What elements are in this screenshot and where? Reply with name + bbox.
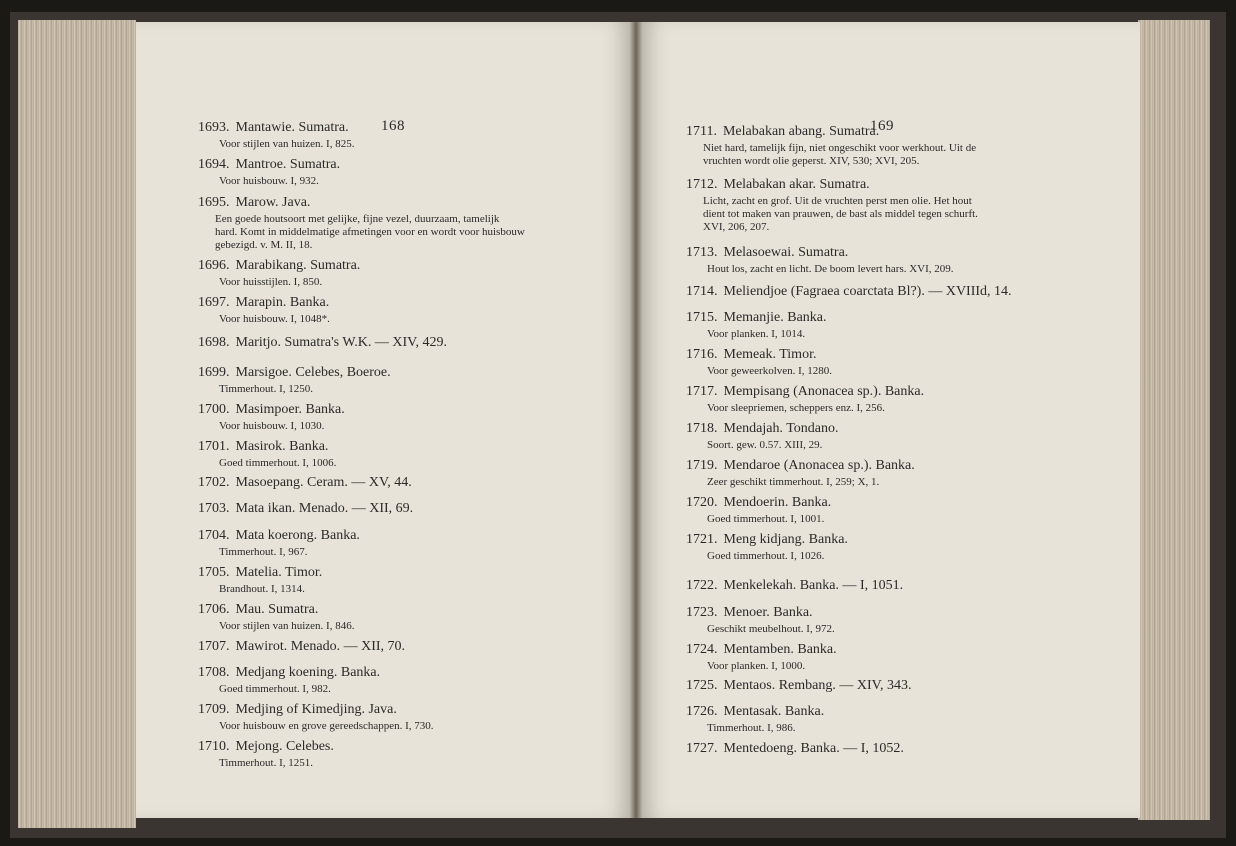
entry-number: 1709. — [198, 702, 230, 717]
page-number: 169 — [870, 118, 894, 134]
description-line: Goed timmerhout. I, 982. — [219, 683, 331, 695]
entry-number: 1703. — [198, 501, 230, 516]
description-line: Licht, zacht en grof. Uit de vruchten perst men olie. Het hout — [703, 195, 972, 207]
entry-heading — [198, 664, 380, 681]
entry-heading — [198, 527, 360, 544]
entry-heading — [198, 701, 434, 718]
entry-description — [219, 175, 340, 188]
entry-number: 1713. — [686, 245, 718, 260]
dictionary-entry — [686, 677, 911, 694]
entry-heading — [686, 383, 924, 400]
entry-heading — [198, 294, 330, 311]
entry-description — [219, 420, 345, 433]
page-edges-right — [1138, 20, 1210, 820]
entry-title: Marsigoe. Celebes, Boeroe. — [235, 365, 391, 380]
description-line: Timmerhout. I, 1250. — [219, 383, 314, 395]
description-line: Voor geweerkolven. I, 1280. — [707, 365, 833, 377]
entry-heading — [198, 438, 336, 455]
dictionary-entry — [686, 420, 839, 452]
dictionary-entry — [198, 294, 330, 326]
entry-title: Mentaos. Rembang. — XIV, 343. — [723, 678, 912, 693]
entry-title: Meliendjoe (Fagraea coarctata Bl?). — XVIIId, 14. — [723, 284, 1012, 299]
description-line: Voor planken. I, 1000. — [707, 660, 806, 672]
entry-description — [219, 313, 330, 326]
entry-title: Mantawie. Sumatra. — [235, 120, 349, 135]
entry-description — [219, 276, 360, 289]
entry-heading — [686, 677, 911, 694]
entry-heading — [198, 638, 405, 655]
entry-title: Medjing of Kimedjing. Java. — [235, 702, 397, 717]
dictionary-entry — [198, 401, 345, 433]
left-page — [136, 22, 632, 818]
dictionary-entry — [686, 123, 976, 168]
entry-description — [219, 583, 322, 596]
entry-number: 1714. — [686, 284, 718, 299]
entry-heading — [198, 474, 412, 491]
entry-title: Matelia. Timor. — [235, 565, 323, 580]
entry-description — [707, 660, 837, 673]
entry-heading — [198, 364, 391, 381]
entry-description — [707, 263, 954, 276]
entry-heading — [686, 457, 915, 474]
dictionary-entry — [686, 244, 954, 276]
dictionary-entry — [198, 664, 380, 696]
entry-number: 1724. — [686, 642, 718, 657]
entry-number: 1710. — [198, 739, 230, 754]
entry-description — [707, 402, 924, 415]
entry-number: 1711. — [686, 124, 717, 139]
entry-description — [219, 720, 434, 733]
entry-heading — [198, 119, 354, 136]
description-line: Voor sleepriemen, scheppers enz. I, 256. — [707, 402, 885, 414]
entry-heading — [686, 641, 837, 658]
dictionary-entry — [686, 740, 904, 757]
entry-description — [707, 550, 848, 563]
dictionary-entry — [198, 474, 412, 491]
dictionary-entry — [198, 194, 525, 252]
entry-heading — [198, 334, 447, 351]
dictionary-entry — [198, 156, 340, 188]
entry-title: Maritjo. Sumatra's W.K. — XIV, 429. — [235, 335, 447, 350]
description-line: Voor huisstijlen. I, 850. — [219, 276, 323, 288]
entry-title: Mawirot. Menado. — XII, 70. — [235, 639, 406, 654]
entry-description — [219, 757, 334, 770]
description-line: Timmerhout. I, 986. — [707, 722, 796, 734]
entry-heading — [686, 494, 831, 511]
entry-title: Mau. Sumatra. — [235, 602, 319, 617]
entry-description — [707, 365, 832, 378]
entry-number: 1726. — [686, 704, 718, 719]
entry-description — [219, 683, 380, 696]
entry-heading — [686, 740, 904, 757]
dictionary-entry — [198, 701, 434, 733]
description-line: Voor stijlen van huizen. I, 825. — [219, 138, 355, 150]
entry-title: Mendoerin. Banka. — [723, 495, 832, 510]
description-line: gebezigd. v. M. II, 18. — [215, 239, 313, 251]
dictionary-entry — [686, 383, 924, 415]
description-line: hard. Komt in middelmatige afmetingen voor en wordt voor huisbouw — [215, 226, 525, 238]
entry-number: 1712. — [686, 177, 718, 192]
dictionary-entry — [686, 703, 824, 735]
entry-number: 1696. — [198, 258, 230, 273]
dictionary-entry — [686, 176, 978, 234]
entry-title: Melabakan akar. Sumatra. — [723, 177, 870, 192]
entry-number: 1699. — [198, 365, 230, 380]
entry-description — [219, 383, 391, 396]
entry-number: 1723. — [686, 605, 718, 620]
entry-number: 1720. — [686, 495, 718, 510]
entry-heading — [686, 176, 978, 193]
description-line: Goed timmerhout. I, 1001. — [707, 513, 825, 525]
dictionary-entry — [686, 577, 903, 594]
entry-title: Mendaroe (Anonacea sp.). Banka. — [723, 458, 915, 473]
entry-heading — [686, 309, 827, 326]
entry-title: Mantroe. Sumatra. — [235, 157, 341, 172]
entry-title: Meng kidjang. Banka. — [723, 532, 848, 547]
entry-title: Menoer. Banka. — [723, 605, 813, 620]
entry-number: 1695. — [198, 195, 230, 210]
entry-number: 1719. — [686, 458, 718, 473]
dictionary-entry — [198, 601, 354, 633]
entry-title: Mata ikan. Menado. — XII, 69. — [235, 501, 414, 516]
entry-title: Marapin. Banka. — [235, 295, 330, 310]
entry-heading — [198, 738, 334, 755]
entry-number: 1708. — [198, 665, 230, 680]
entry-description — [215, 213, 525, 252]
dictionary-entry — [686, 457, 915, 489]
entry-description — [707, 513, 831, 526]
entry-number: 1700. — [198, 402, 230, 417]
entry-number: 1706. — [198, 602, 230, 617]
description-line: Voor huisbouw. I, 1030. — [219, 420, 325, 432]
entry-number: 1717. — [686, 384, 718, 399]
description-line: Voor stijlen van huizen. I, 846. — [219, 620, 355, 632]
description-line: Voor huisbouw en grove gereedschappen. I, 730. — [219, 720, 434, 732]
page-edges-left — [18, 20, 136, 828]
entry-heading — [686, 604, 835, 621]
entry-heading — [198, 156, 340, 173]
dictionary-entry — [686, 531, 848, 563]
entry-description — [707, 476, 915, 489]
entry-title: Mentedoeng. Banka. — I, 1052. — [723, 741, 904, 756]
entry-number: 1702. — [198, 475, 230, 490]
description-line: Brandhout. I, 1314. — [219, 583, 305, 595]
description-line: Timmerhout. I, 967. — [219, 546, 308, 558]
entry-description — [707, 328, 827, 341]
entry-heading — [198, 500, 413, 517]
dictionary-entry — [686, 641, 837, 673]
entry-title: Marabikang. Sumatra. — [235, 258, 361, 273]
entry-heading — [686, 531, 848, 548]
entry-number: 1704. — [198, 528, 230, 543]
dictionary-entry — [686, 346, 832, 378]
entry-description — [219, 620, 354, 633]
entry-number: 1693. — [198, 120, 230, 135]
description-line: Goed timmerhout. I, 1006. — [219, 457, 337, 469]
entry-number: 1727. — [686, 741, 718, 756]
entry-heading — [686, 283, 1012, 300]
entry-number: 1694. — [198, 157, 230, 172]
entry-heading — [686, 420, 839, 437]
entry-title: Mentasak. Banka. — [723, 704, 825, 719]
entry-title: Melasoewai. Sumatra. — [723, 245, 849, 260]
dictionary-entry — [198, 527, 360, 559]
entry-title: Memanjie. Banka. — [723, 310, 827, 325]
description-line: Voor huisbouw. I, 932. — [219, 175, 319, 187]
entry-heading — [686, 703, 824, 720]
entry-title: Mempisang (Anonacea sp.). Banka. — [723, 384, 925, 399]
entry-description — [219, 138, 354, 151]
entry-title: Mentamben. Banka. — [723, 642, 837, 657]
entry-number: 1718. — [686, 421, 718, 436]
dictionary-entry — [198, 119, 354, 151]
entry-title: Melabakan abang. Sumatra. — [722, 124, 880, 139]
description-line: Soort. gew. 0.57. XIII, 29. — [707, 439, 823, 451]
entry-heading — [686, 123, 976, 140]
dictionary-entry — [198, 334, 447, 351]
description-line: Voor planken. I, 1014. — [707, 328, 806, 340]
entry-number: 1716. — [686, 347, 718, 362]
entry-number: 1725. — [686, 678, 718, 693]
description-line: Voor huisbouw. I, 1048*. — [219, 313, 330, 325]
entry-number: 1697. — [198, 295, 230, 310]
dictionary-entry — [198, 738, 334, 770]
entry-heading — [198, 601, 354, 618]
entry-heading — [198, 257, 360, 274]
dictionary-entry — [198, 257, 360, 289]
dictionary-entry — [686, 604, 835, 636]
entry-description — [703, 195, 978, 234]
dictionary-entry — [198, 564, 322, 596]
entry-heading — [686, 577, 903, 594]
entry-heading — [198, 564, 322, 581]
description-line: Goed timmerhout. I, 1026. — [707, 550, 825, 562]
dictionary-entry — [198, 364, 391, 396]
entry-title: Mendajah. Tondano. — [723, 421, 839, 436]
entry-title: Masimpoer. Banka. — [235, 402, 345, 417]
entry-description — [707, 623, 835, 636]
entry-description — [219, 457, 336, 470]
entry-title: Medjang koening. Banka. — [235, 665, 381, 680]
entry-heading — [686, 346, 832, 363]
entry-number: 1721. — [686, 532, 718, 547]
entry-title: Memeak. Timor. — [723, 347, 817, 362]
book-gutter — [630, 22, 642, 818]
entry-heading — [198, 401, 345, 418]
description-line: Timmerhout. I, 1251. — [219, 757, 314, 769]
description-line: Geschikt meubelhout. I, 972. — [707, 623, 835, 635]
description-line: XVI, 206, 207. — [703, 221, 770, 233]
page-number: 168 — [381, 118, 405, 134]
description-line: Niet hard, tamelijk fijn, niet ongeschikt voor werkhout. Uit de — [703, 142, 977, 154]
entry-title: Masoepang. Ceram. — XV, 44. — [235, 475, 412, 490]
entry-number: 1705. — [198, 565, 230, 580]
dictionary-entry — [198, 500, 413, 517]
entry-title: Marow. Java. — [235, 195, 311, 210]
dictionary-entry — [686, 309, 827, 341]
entry-title: Mejong. Celebes. — [235, 739, 334, 754]
description-line: Zeer geschikt timmerhout. I, 259; X, 1. — [707, 476, 880, 488]
right-page — [640, 22, 1140, 818]
entry-description — [707, 439, 839, 452]
entry-number: 1701. — [198, 439, 230, 454]
description-line: Hout los, zacht en licht. De boom levert hars. XVI, 209. — [707, 263, 954, 275]
entry-number: 1698. — [198, 335, 230, 350]
entry-description — [219, 546, 360, 559]
entry-title: Masirok. Banka. — [235, 439, 329, 454]
entry-heading — [198, 194, 525, 211]
entry-description — [703, 142, 976, 168]
entry-heading — [686, 244, 954, 261]
description-line: dient tot maken van prauwen, de bast als middel tegen schurft. — [703, 208, 978, 220]
entry-number: 1707. — [198, 639, 230, 654]
entry-title: Menkelekah. Banka. — I, 1051. — [723, 578, 904, 593]
dictionary-entry — [198, 638, 405, 655]
dictionary-entry — [198, 438, 336, 470]
entry-description — [707, 722, 824, 735]
description-line: vruchten wordt olie geperst. XIV, 530; XVI, 205. — [703, 155, 920, 167]
dictionary-entry — [686, 283, 1012, 300]
description-line: Een goede houtsoort met gelijke, fijne vezel, duurzaam, tamelijk — [215, 213, 500, 225]
dictionary-entry — [686, 494, 831, 526]
entry-number: 1722. — [686, 578, 718, 593]
entry-number: 1715. — [686, 310, 718, 325]
entry-title: Mata koerong. Banka. — [235, 528, 360, 543]
